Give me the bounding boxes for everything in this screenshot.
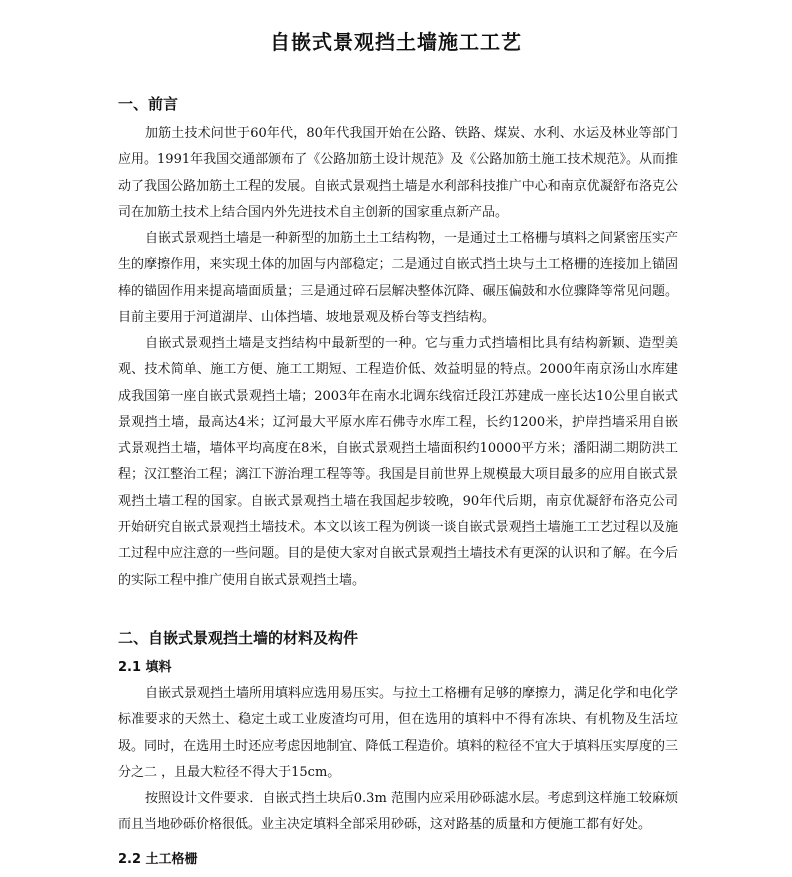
section-heading-materials: 二、自嵌式景观挡土墙的材料及构件 [118,629,359,647]
paragraph: 自嵌式景观挡土墙是支挡结构中最新型的一种。它与重力式挡墙相比具有结构新颖、造型美观、技术简单、施工方便、施工工期短、工程造价低、效益明显的特点。2000年南京汤山水库建成我国第一座自嵌式景观挡土墙；2003年在南水北调东线宿迁段江苏建成一座长达10公里自嵌式景观挡土墙，最高达4米；辽河最大平原水库石佛寺水库工程，长约1200米，护岸挡墙采用自嵌式景观挡土墙，墙体平均高度在8米，自嵌式景观挡土墙面积约10000平方米；潘阳湖二期防洪工程；汉江整治工程；漓江下游治理工程等等。我国是目前世界上规模最大项目最多的应用自嵌式景观挡土墙工程的国家。自嵌式景观挡土墙在我国起步较晚，90年代后期，南京优凝舒布洛克公司开始研究自嵌式景观挡土墙技术。本文以该工程为例谈一谈自嵌式景观挡土墙施工工艺过程以及施工过程中应注意的一些问题。目的是使大家对自嵌式景观挡土墙技术有更深的认识和了解。在今后的实际工程中推广使用自嵌式景观挡土墙。 [118,336,678,588]
paragraph: 自嵌式景观挡土墙是一种新型的加筋土土工结构物，一是通过土工格栅与填料之间紧密压实产生的摩擦作用，来实现土体的加固与内部稳定；二是通过自嵌式挡土块与土工格栅的连接加上锚固棒的锚固作用来提高墙面质量；三是通过碎石层解决整体沉降、碾压偏鼓和水位骤降等常见问题。目前主要用于河道湖岸、山体挡墙、坡地景观及桥台等支挡结构。 [118,231,679,325]
paragraph: 加筋土技术问世于60年代，80年代我国开始在公路、铁路、煤炭、水利、水运及林业等部门应用。1991年我国交通部颁布了《公路加筋土设计规范》及《公路加筋土施工技术规范》。从而推动了我国公路加筋土工程的发展。自嵌式景观挡土墙是水利部科技推广中心和南京优凝舒布洛克公司在加筋土技术上结合国内外先进技术自主创新的国家重点新产品。 [118,126,678,220]
section-heading-preface: 一、前言 [118,95,179,113]
subsection-heading-geogrid: 2.2 土工格栅 [118,852,198,867]
paragraph: 自嵌式景观挡土墙所用填料应选用易压实。与拉土工格栅有足够的摩擦力，满足化学和电化学标准要求的天然土、稳定土或工业废渣均可用，但在选用的填料中不得有冻块、有机物及生活垃圾。同时，在选用土时还应考虑因地制宜、降低工程造价。填料的粒径不宜大于填料压实厚度的三分之二 ，且最大粒径不得大于15cm。 [118,686,679,780]
paragraph: 按照设计文件要求．自嵌式挡土块后0.3m 范围内应采用砂砾滤水层。考虑到这样施工较麻烦而且当地砂砾价格很低。业主决定填料全部采用砂砾，这对路基的质量和方便施工都有好处。 [118,791,678,833]
document-title: 自嵌式景观挡土墙施工工艺 [270,30,522,54]
subsection-heading-fill: 2.1 填料 [118,660,172,675]
